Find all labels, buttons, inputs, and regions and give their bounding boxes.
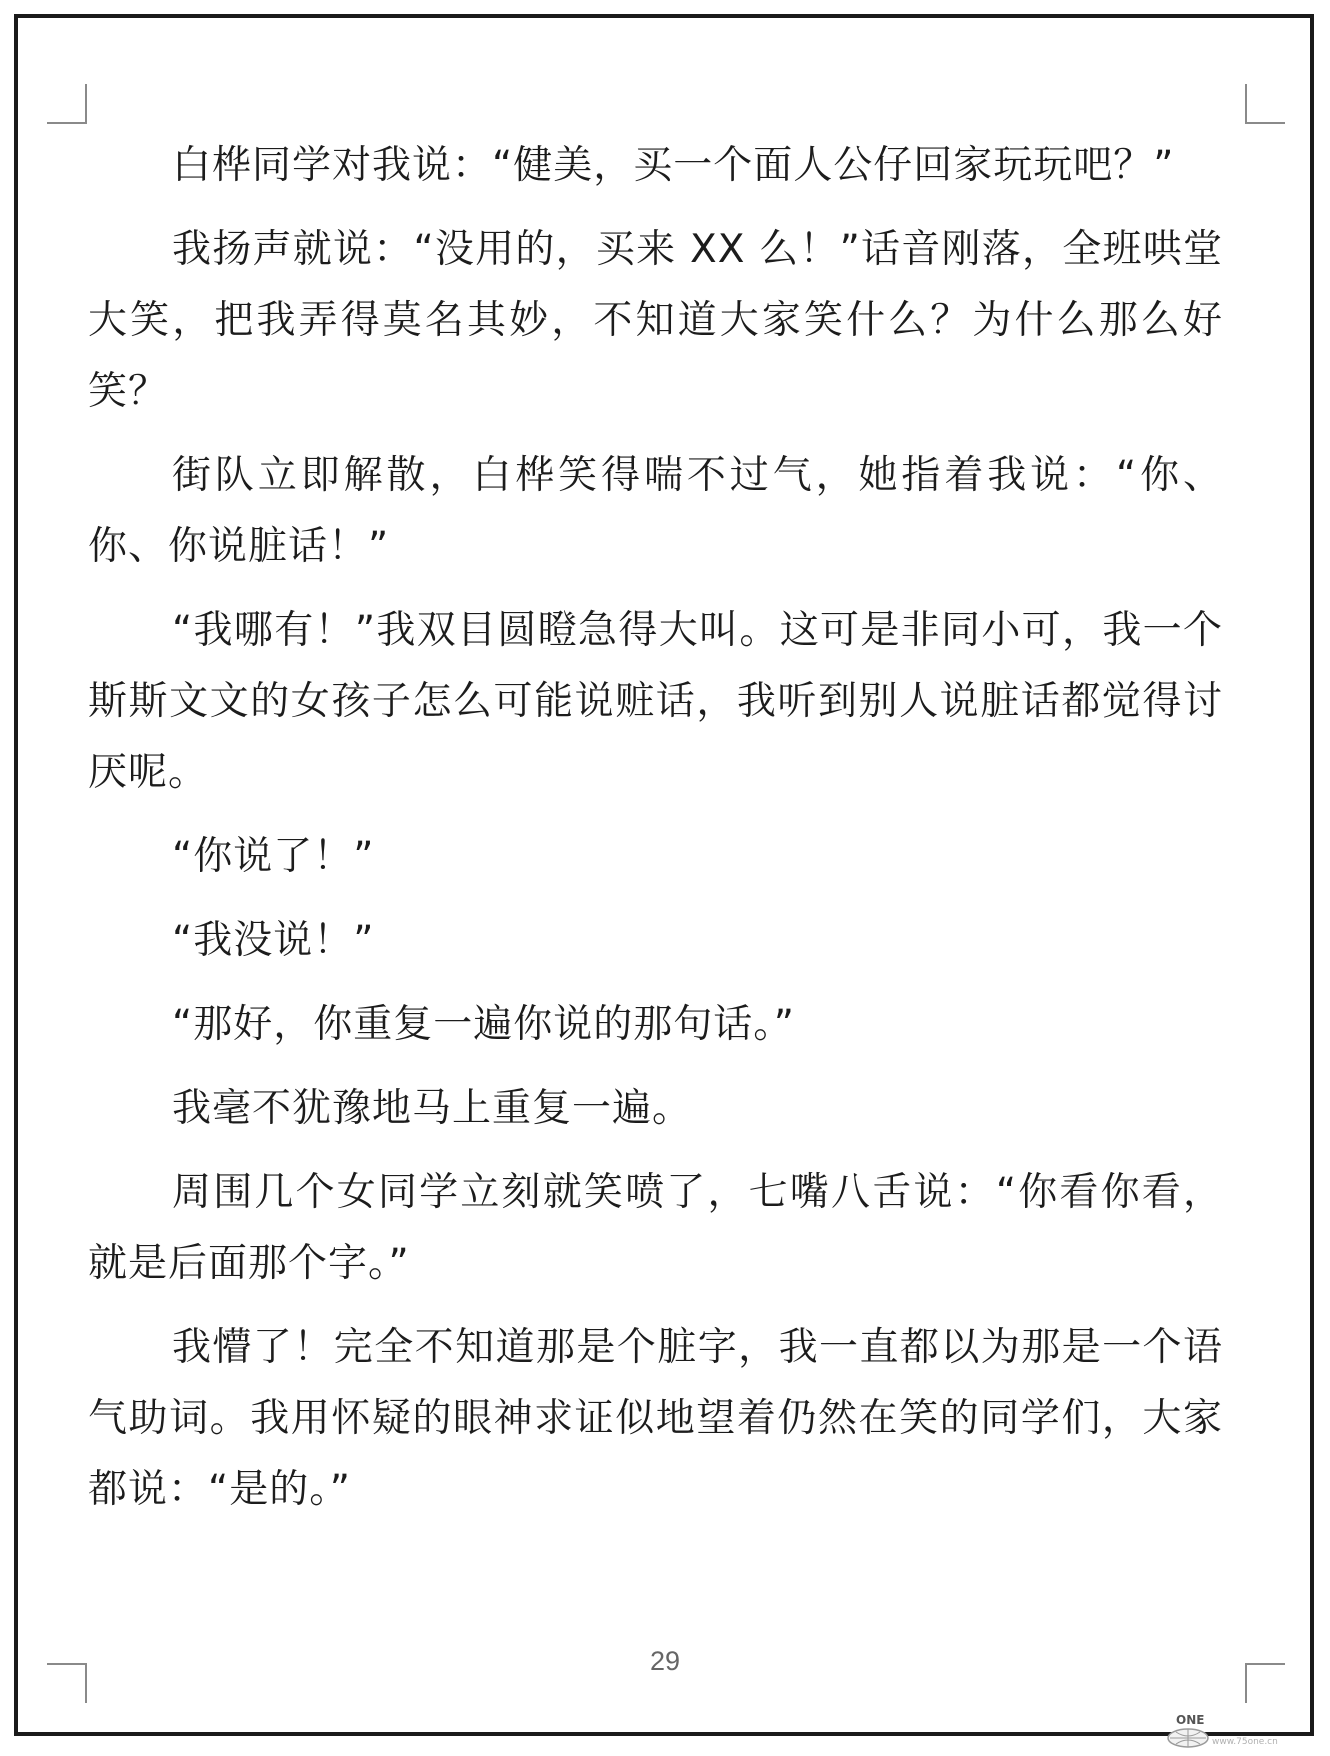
paragraph: “我哪有！”我双目圆瞪急得大叫。这可是非同小可，我一个斯斯文文的女孩子怎么可能说赃话，我听到别人说脏话都觉得讨厌呢。 [88, 608, 1223, 795]
paragraph: 街队立即解散，白桦笑得喘不过气，她指着我说：“你、你、你说脏话！” [88, 453, 1223, 569]
paragraph: 我毫不犹豫地马上重复一遍。 [172, 1086, 693, 1131]
watermark-logo [1162, 1710, 1312, 1750]
paragraph: “我没说！” [172, 918, 375, 963]
paragraph: 我扬声就说：“没用的，买来 XX 么！”话音刚落，全班哄堂大笑，把我弄得莫名其妙，不知道大家笑什么？为什么那么好笑？ [88, 227, 1223, 414]
paragraph: “你说了！” [172, 834, 375, 879]
body-text [88, 130, 1223, 1538]
paragraph: 我懵了！完全不知道那是个脏字，我一直都以为那是一个语气助词。我用怀疑的眼神求证似地望着仍然在笑的同学们，大家都说：“是的。” [88, 1325, 1223, 1512]
crop-mark-top-right [1245, 84, 1285, 124]
page-number: 29 [649, 1646, 681, 1676]
watermark-url: www.75one.cn [1212, 1737, 1278, 1747]
paragraph: 周围几个女同学立刻就笑喷了，七嘴八舌说：“你看你看，就是后面那个字。” [88, 1170, 1223, 1286]
watermark-logo-text: ONE [1176, 1713, 1205, 1727]
crop-mark-top-left [47, 84, 87, 124]
paragraph: 白桦同学对我说：“健美，买一个面人公仔回家玩玩吧？” [172, 143, 1175, 188]
paragraph: “那好，你重复一遍你说的那句话。” [172, 1002, 795, 1047]
